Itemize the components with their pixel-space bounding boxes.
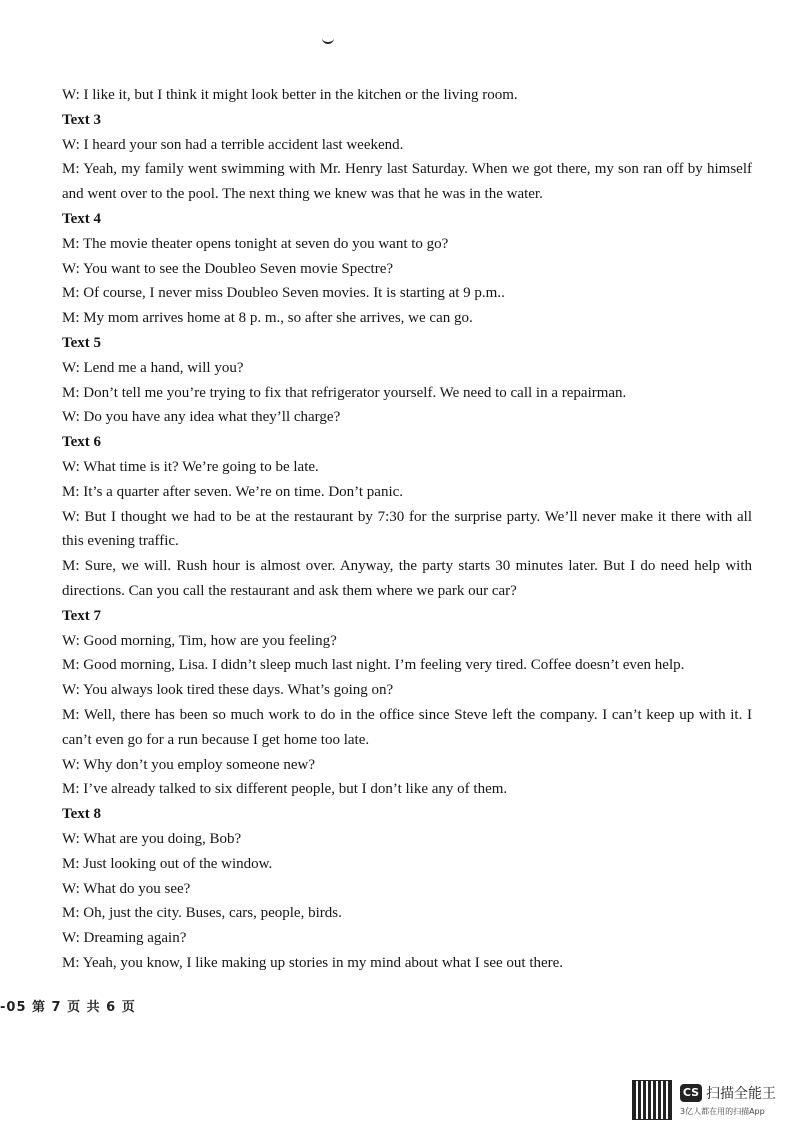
- transcript-paragraph: M: Yeah, my family went swimming with Mr. Henry last Saturday. When we got there, my son ran off by himself and went over to the pool. The next thing we knew was that he was in the water.: [62, 161, 752, 203]
- transcript-line: W: Why don’t you employ someone new?: [62, 756, 316, 773]
- transcript-line: M: Good morning, Lisa. I didn’t sleep much last night. I’m feeling very tired. Coffee doesn’t even help.: [62, 657, 685, 674]
- transcript-line: W: I like it, but I think it might look better in the kitchen or the living room.: [62, 87, 518, 103]
- transcript-line: M: The movie theater opens tonight at seven do you want to go?: [62, 235, 449, 252]
- transcript-line: M: Don’t tell me you’re trying to fix that refrigerator yourself. We need to call in a repairman.: [62, 384, 627, 401]
- section-heading: Text 7: [62, 607, 102, 624]
- transcript-line: M: Just looking out of the window.: [62, 855, 273, 872]
- section-heading: Text 5: [62, 334, 102, 351]
- watermark-subtitle: 3亿人都在用的扫描App: [680, 1107, 765, 1116]
- section-heading: Text 4: [62, 210, 102, 227]
- transcript-line: W: What do you see?: [62, 880, 191, 897]
- section-heading: Text 8: [62, 806, 102, 823]
- transcript-paragraph: W: But I thought we had to be at the restaurant by 7:30 for the surprise party. We’ll never make it there with all this evening traffic.: [62, 508, 752, 550]
- transcript-line: M: Oh, just the city. Buses, cars, people, birds.: [62, 905, 342, 922]
- camscanner-logo: CS: [680, 1084, 702, 1102]
- transcript-paragraph: M: Sure, we will. Rush hour is almost over. Anyway, the party starts 30 minutes later. But I do need help with directions. Can you call the restaurant and ask them where we park our car?: [62, 558, 752, 599]
- transcript-line: W: Lend me a hand, will you?: [62, 359, 244, 376]
- qr-code-icon: [632, 1080, 672, 1120]
- transcript-line: W: Do you have any idea what they’ll charge?: [62, 409, 341, 426]
- transcript-line: W: What are you doing, Bob?: [62, 830, 242, 847]
- section-heading: Text 6: [62, 434, 102, 451]
- transcript-line: M: Yeah, you know, I like making up stories in my mind about what I see out there.: [62, 954, 564, 971]
- transcript-content: [62, 83, 752, 976]
- transcript-line: M: My mom arrives home at 8 p. m., so after she arrives, we can go.: [62, 310, 473, 327]
- transcript-line: W: I heard your son had a terrible accident last weekend.: [62, 136, 404, 153]
- transcript-line: W: Good morning, Tim, how are you feeling?: [62, 632, 337, 649]
- transcript-line: M: It’s a quarter after seven. We’re on time. Don’t panic.: [62, 483, 404, 500]
- transcript-paragraph: M: Well, there has been so much work to do in the office since Steve left the company. I can’t keep up with it. I can’t even go for a run because I get home too late.: [62, 706, 752, 748]
- transcript-line: W: What time is it? We’re going to be late.: [62, 458, 319, 475]
- section-heading: Text 3: [62, 111, 102, 128]
- page-footer: -05 第 7 页 共 6 页: [0, 1000, 136, 1015]
- transcript-line: W: You always look tired these days. What’s going on?: [62, 682, 394, 699]
- transcript-line: M: I’ve already talked to six different people, but I don’t like any of them.: [62, 781, 508, 798]
- transcript-line: W: Dreaming again?: [62, 930, 187, 947]
- transcript-line: M: Of course, I never miss Doubleo Seven movies. It is starting at 9 p.m..: [62, 285, 505, 302]
- watermark-title: 扫描全能王: [706, 1086, 776, 1102]
- transcript-line: W: You want to see the Doubleo Seven movie Spectre?: [62, 260, 394, 277]
- scanner-watermark: [632, 1080, 792, 1120]
- scan-mark: [322, 36, 334, 44]
